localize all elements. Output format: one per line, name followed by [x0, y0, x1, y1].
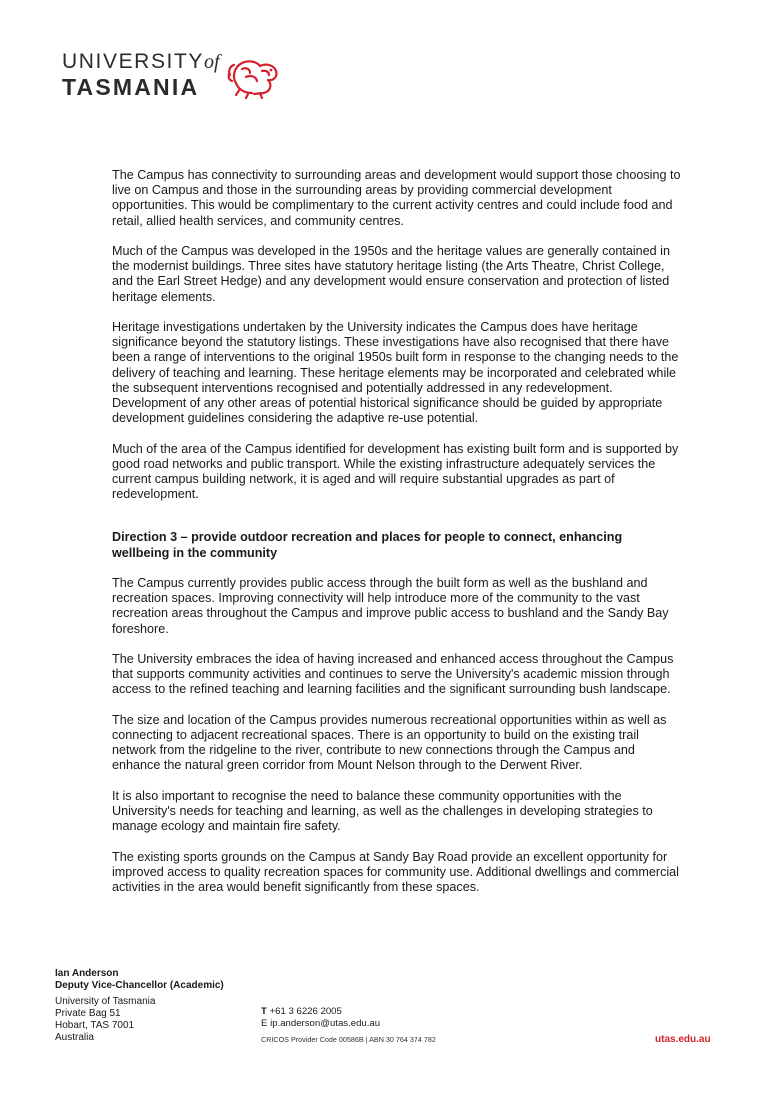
address-line: University of Tasmania	[55, 996, 156, 1007]
body-paragraph: Heritage investigations undertaken by the University indicates the Campus does have heritage significance beyond the statutory listings. These investigations have also recognised that there have been a range of interventions to the original 1950s built form in response to the changing needs to the delivery of teaching and learning. These heritage elements may be incorporated and celebrated while the subsequent interventions recognised and potentially addressed in any redevelopment. Development of any other areas of potential historical significance should be guided by appropriate development guidelines considering the adaptive re-use potential.	[112, 320, 679, 426]
university-logo	[62, 50, 292, 100]
body-paragraph: The Campus has connectivity to surrounding areas and development would support those choosing to live on Campus and those in the surrounding areas by providing commercial development opportunities. This would be complimentary to the current activity centres and could include food and retail, allied health services, and community centres.	[112, 168, 681, 228]
body-paragraph: The size and location of the Campus provides numerous recreational opportunities within as well as connecting to adjacent recreational spaces. There is an opportunity to build on the existing trail network from the ridgeline to the river, contribute to new connections through the Campus and enhance the natural green corridor from Mount Nelson through to the Derwent River.	[112, 712, 667, 773]
signatory-role: Deputy Vice-Chancellor (Academic)	[55, 980, 224, 991]
address-line: Hobart, TAS 7001	[55, 1020, 135, 1031]
body-paragraph: The existing sports grounds on the Campus at Sandy Bay Road provide an excellent opportunity for improved access to quality recreation spaces for community use. Additional dwellings and commercial activities in the area would benefit significantly from these spaces.	[112, 849, 679, 895]
body-paragraph: The University embraces the idea of having increased and enhanced access throughout the Campus that supports community activities and continues to serve the University's academic mission through access to the refined teaching and learning facilities and the significant surrounding bush landscape.	[112, 652, 674, 697]
logo-wordmark-top: UNIVERSITYof	[62, 50, 220, 73]
lion-crest-icon	[226, 53, 282, 99]
email-line: E ip.anderson@utas.edu.au	[261, 1018, 381, 1029]
body-paragraph: The Campus currently provides public access through the built form as well as the bushland and recreation spaces. Improving connectivity will help introduce more of the community to the vast recreation areas throughout the Campus and improve public access to bushland and the Sandy Bay foreshore.	[112, 576, 669, 636]
website-link[interactable]: utas.edu.au	[655, 1034, 711, 1045]
contact-block	[261, 1006, 380, 1030]
address-line: Private Bag 51	[55, 1008, 121, 1019]
address-line: Australia	[55, 1032, 94, 1043]
body-paragraph: Much of the Campus was developed in the 1950s and the heritage values are generally contained in the modernist buildings. Three sites have statutory heritage listing (the Arts Theatre, Christ College, and the Earl Street Hedge) and any development would ensure conservation and protection of listed heritage elements.	[112, 244, 670, 304]
email-link[interactable]: ip.anderson@utas.edu.au	[270, 1018, 381, 1029]
signatory-block	[55, 968, 224, 1044]
phone-line: T +61 3 6226 2005	[261, 1006, 342, 1017]
section-heading: Direction 3 – provide outdoor recreation and places for people to connect, enhancing wellbeing in the community	[112, 530, 623, 560]
cricos-abn-line: CRICOS Provider Code 00586B | ABN 30 764 374 782	[261, 1035, 436, 1044]
body-paragraph: It is also important to recognise the need to balance these community opportunities with the University's needs for teaching and learning, as well as the challenges in developing strategies to manage ecology and maintain fire safety.	[112, 788, 653, 834]
letter-body	[112, 168, 682, 910]
logo-wordmark-bottom: TASMANIA	[62, 74, 200, 100]
signatory-name: Ian Anderson	[55, 968, 119, 979]
body-paragraph: Much of the area of the Campus identified for development has existing built form and is supported by good road networks and public transport. While the existing infrastructure adequately services the current campus building network, it is aged and will require substantial upgrades as part of redevelopment.	[112, 441, 679, 502]
